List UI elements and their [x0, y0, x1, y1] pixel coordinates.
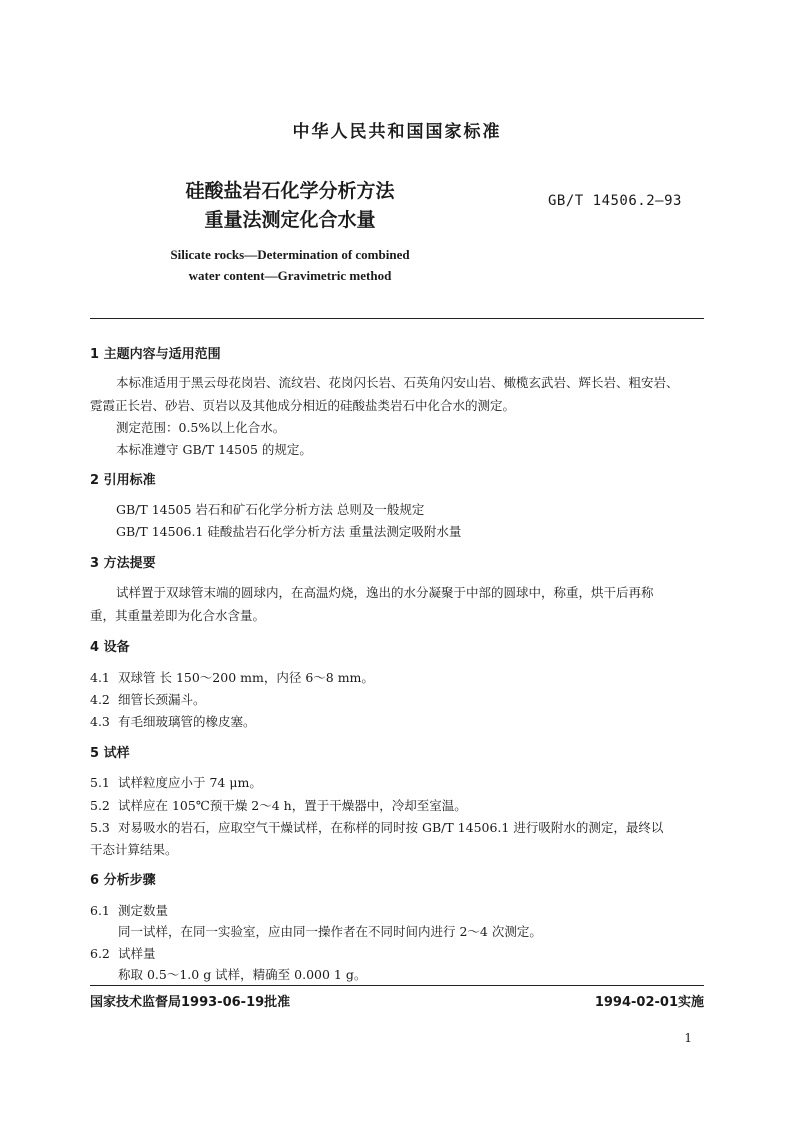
- item-text: 试样粒度应小于 74 μm。: [118, 775, 262, 790]
- title-en-line-2: water content—Gravimetric method: [188, 268, 392, 283]
- implementation-date: 1994-02-01实施: [594, 995, 704, 1010]
- title-zh-line-1: 硅酸盐岩石化学分析方法: [185, 180, 395, 202]
- header-divider: [90, 318, 704, 319]
- item-number: 4.3: [90, 714, 110, 729]
- title-zh-line-2: 重量法测定化合水量: [204, 209, 376, 231]
- item-number: 5.1: [90, 775, 110, 790]
- procedure-paragraph: 称取 0.5～1.0 g 试样，精确至 0.000 1 g。: [118, 967, 367, 982]
- item-number: 5.3: [90, 820, 110, 835]
- equipment-item: [90, 668, 374, 686]
- sample-item-continuation: 干态计算结果。: [90, 842, 178, 857]
- national-standard-header: 中华人民共和国国家标准: [292, 122, 502, 142]
- page-number: 1: [684, 1031, 692, 1045]
- item-number: 4.2: [90, 692, 110, 707]
- section-1-range: 测定范围：0.5%以上化合水。: [116, 420, 286, 435]
- item-number: 4.1: [90, 670, 110, 685]
- footer-divider: [90, 985, 704, 986]
- procedure-paragraph: 同一试样，在同一实验室，应由同一操作者在不同时间内进行 2～4 次测定。: [118, 924, 542, 939]
- reference-item: GB/T 14505 岩石和矿石化学分析方法 总则及一般规定: [116, 502, 425, 517]
- item-text: 试样量: [118, 946, 156, 961]
- section-1-paragraph-line: 本标准适用于黑云母花岗岩、流纹岩、花岗闪长岩、石英角闪安山岩、橄榄玄武岩、辉长岩、粗安岩、: [116, 375, 679, 390]
- section-4-heading: 4 设备: [90, 640, 130, 655]
- procedure-item: [90, 901, 168, 919]
- section-1-compliance: 本标准遵守 GB/T 14505 的规定。: [116, 442, 312, 457]
- sample-item: [90, 773, 262, 791]
- item-number: 5.2: [90, 798, 110, 813]
- title-en-line-1: Silicate rocks—Determination of combined: [170, 247, 410, 262]
- section-1-heading: 1 主题内容与适用范围: [90, 347, 221, 362]
- equipment-item: [90, 712, 256, 730]
- item-text: 双球管 长 150～200 mm，内径 6～8 mm。: [118, 670, 374, 685]
- section-6-heading: 6 分析步骤: [90, 873, 156, 888]
- section-3-paragraph-line: 重，其重量差即为化合水含量。: [90, 608, 266, 623]
- section-3-paragraph-line: 试样置于双球管末端的圆球内，在高温灼烧，逸出的水分凝聚于中部的圆球中，称重，烘干后再称: [116, 585, 654, 600]
- sample-item: [90, 796, 467, 814]
- item-text: 试样应在 105℃预干燥 2～4 h，置于干燥器中，冷却至室温。: [118, 798, 467, 813]
- section-2-heading: 2 引用标准: [90, 473, 156, 488]
- item-text: 细管长颈漏斗。: [118, 692, 206, 707]
- equipment-item: [90, 690, 206, 708]
- item-number: 6.1: [90, 903, 110, 918]
- section-5-heading: 5 试样: [90, 746, 130, 761]
- sample-item: [90, 818, 663, 836]
- section-3-heading: 3 方法提要: [90, 556, 156, 571]
- section-1-paragraph-line: 霓霞正长岩、砂岩、页岩以及其他成分相近的硅酸盐类岩石中化合水的测定。: [90, 398, 516, 413]
- item-number: 6.2: [90, 946, 110, 961]
- item-text: 测定数量: [118, 903, 169, 918]
- standard-number: GB/T 14506.2—93: [548, 193, 682, 209]
- item-text: 对易吸水的岩石，应取空气干燥试样，在称样的同时按 GB/T 14506.1 进行吸附水的测定，最终以: [118, 820, 664, 835]
- approval-date: 国家技术监督局1993-06-19批准: [90, 995, 291, 1010]
- procedure-item: [90, 944, 156, 962]
- reference-item: GB/T 14506.1 硅酸盐岩石化学分析方法 重量法测定吸附水量: [116, 524, 462, 539]
- item-text: 有毛细玻璃管的橡皮塞。: [118, 714, 256, 729]
